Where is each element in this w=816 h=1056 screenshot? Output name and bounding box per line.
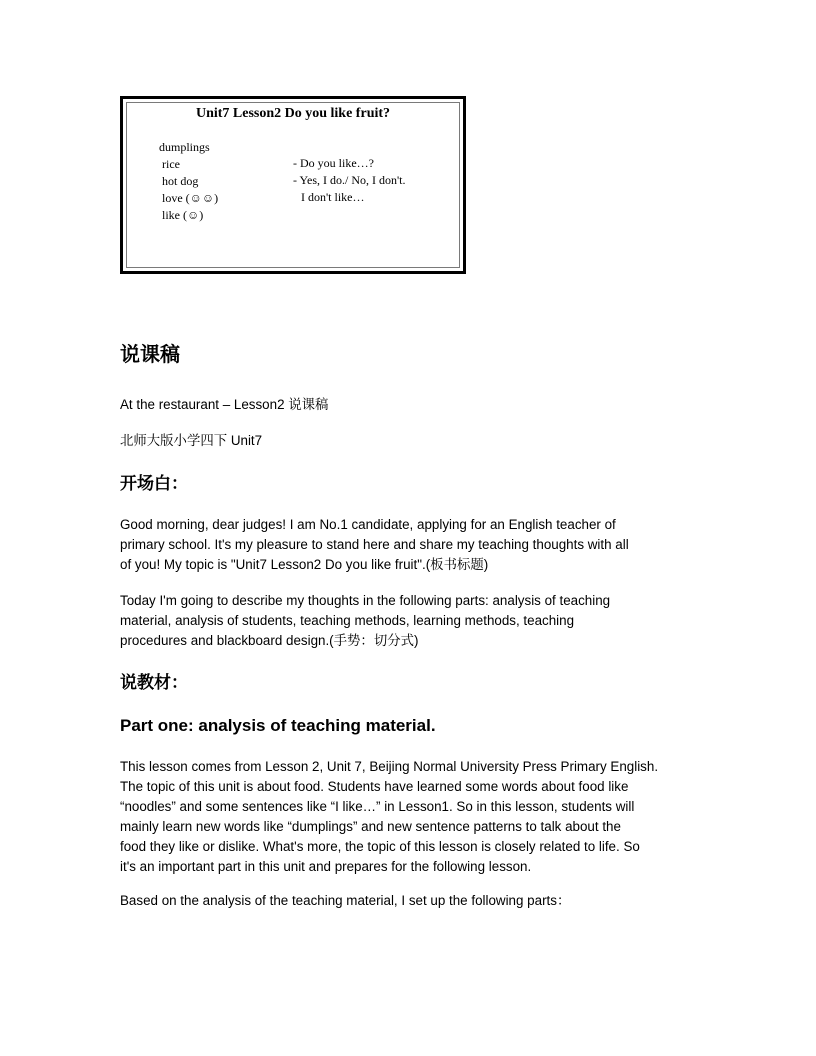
blackboard-word: like (☺) [162,208,204,222]
paragraph-line: The topic of this unit is about food. Students have learned some words about food like [120,779,629,794]
paragraph-line: primary school. It's my pleasure to stand here and share my teaching thoughts with all [120,537,629,552]
section-heading-material: 说教材： [120,673,188,693]
paragraph-line: Good morning, dear judges! I am No.1 candidate, applying for an English teacher of [120,517,616,532]
document-subtitle: At the restaurant – Lesson2 说课稿 [120,397,329,412]
blackboard-sentence: - Yes, I do./ No, I don't. [293,173,406,187]
part-one-heading: Part one: analysis of teaching material. [120,716,436,735]
opening-paragraph [120,515,704,575]
blackboard-word: rice [162,157,180,171]
blackboard-vocabulary [159,139,218,224]
paragraph-line: of you! My topic is "Unit7 Lesson2 Do you like fruit".(板书标题) [120,557,489,572]
paragraph-line: mainly learn new words like “dumplings” and new sentence patterns to talk about the [120,819,621,834]
paragraph-line: “noodles” and some sentences like “I like…” in Lesson1. So in this lesson, students will [120,799,635,814]
paragraph-line: procedures and blackboard design.(手势：切分式) [120,633,419,648]
blackboard-title: Unit7 Lesson2 Do you like fruit? [195,106,391,121]
paragraph-line: Today I'm going to describe my thoughts in the following parts: analysis of teaching [120,593,611,608]
blackboard-word: love (☺☺) [162,191,219,205]
section-heading-opening: 开场白： [120,474,188,494]
blackboard-word: dumplings [159,140,210,154]
paragraph-line: material, analysis of students, teaching methods, learning methods, teaching [120,613,575,628]
blackboard-design-image [120,96,466,274]
paragraph-line: This lesson comes from Lesson 2, Unit 7, Beijing Normal University Press Primary English. [120,759,659,774]
paragraph-line: it's an important part in this unit and prepares for the following lesson. [120,859,532,874]
blackboard-sentence: - Do you like…? [293,156,374,170]
paragraph-line: food they like or dislike. What's more, the topic of this lesson is closely related to life. So [120,839,640,854]
document-title: 说课稿 [120,342,180,366]
blackboard-sentence: I don't like… [301,190,365,204]
based-on-paragraph: Based on the analysis of the teaching material, I set up the following parts： [120,893,571,908]
blackboard-word: hot dog [162,174,199,188]
lesson-paragraph [120,757,704,877]
document-subtitle: 北师大版小学四下 Unit7 [120,433,263,448]
blackboard-sentences [293,155,406,206]
outline-paragraph [120,591,704,651]
